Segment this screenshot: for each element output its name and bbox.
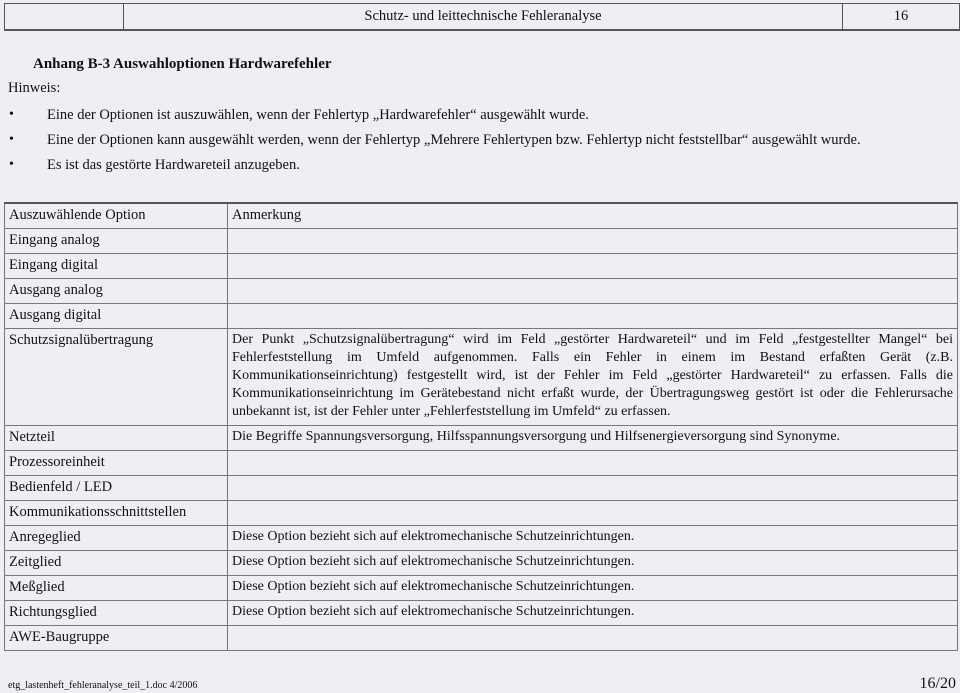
- table-row: [5, 601, 958, 626]
- header-blank-cell: [5, 4, 124, 29]
- table-row: [5, 304, 958, 329]
- option-cell: Schutzsignalübertragung: [5, 329, 228, 426]
- table-row: [5, 476, 958, 501]
- table-row: [5, 576, 958, 601]
- remark-cell: [228, 451, 958, 476]
- bullet-list: [0, 104, 861, 179]
- option-cell: Anregeglied: [5, 526, 228, 551]
- bullet-item: • Eine der Optionen ist auszuwählen, wenn der Fehlertyp „Hardwarefehler“ ausgewählt wurde.: [0, 104, 861, 129]
- page-header: [4, 3, 960, 31]
- section-heading: Anhang B-3 Auswahloptionen Hardwarefehler: [33, 56, 332, 72]
- option-cell: Kommunikationsschnittstellen: [5, 501, 228, 526]
- option-cell: Ausgang digital: [5, 304, 228, 329]
- options-table: [4, 202, 958, 651]
- table-row: [5, 551, 958, 576]
- header-title: Schutz- und leittechnische Fehleranalyse: [124, 4, 843, 29]
- bullet-item: • Es ist das gestörte Hardwareteil anzugeben.: [0, 154, 861, 179]
- table-row: [5, 451, 958, 476]
- remark-cell: Diese Option bezieht sich auf elektromechanische Schutzeinrichtungen.: [228, 551, 958, 576]
- table-row: [5, 279, 958, 304]
- footer-filename: etg_lastenheft_fehleranalyse_teil_1.doc 4/2006: [8, 680, 198, 691]
- table-row: [5, 426, 958, 451]
- remark-cell: [228, 229, 958, 254]
- option-cell: Eingang analog: [5, 229, 228, 254]
- header-chapter: 16: [893, 8, 909, 24]
- option-cell: Netzteil: [5, 426, 228, 451]
- table-row: [5, 229, 958, 254]
- option-cell: Eingang digital: [5, 254, 228, 279]
- remark-cell: [228, 501, 958, 526]
- option-cell: Prozessoreinheit: [5, 451, 228, 476]
- table-row: [5, 329, 958, 426]
- option-cell: Ausgang analog: [5, 279, 228, 304]
- remark-cell: [228, 304, 958, 329]
- remark-cell: Der Punkt „Schutzsignalübertragung“ wird im Feld „gestörter Hardwareteil“ und im Feld „festgestellter Mangel“ bei Fehlerfeststellung im Umfeld aufgenommen. Falls ein Fehler in einem im Bestand erfaßten Gerät (z.B. Kommunikationseinrichtung) festgestellt wird, ist der Fehler im Feld „gestörter Hardwareteil“ zu erfassen. Falls die Kommunikationseinrichtung im Gerätebestand nicht erfaßt wurde, der Übertragungsweg gestört ist oder die Fehlerursache unbekannt ist, ist der Fehler unter „Fehlerfeststellung im Umfeld“ zu erfassen.: [228, 329, 958, 426]
- remark-cell: Diese Option bezieht sich auf elektromechanische Schutzeinrichtungen.: [228, 576, 958, 601]
- table-row: [5, 254, 958, 279]
- table-row: [5, 501, 958, 526]
- remark-cell: [228, 279, 958, 304]
- option-cell: Richtungsglied: [5, 601, 228, 626]
- table-row: [5, 526, 958, 551]
- option-cell: Bedienfeld / LED: [5, 476, 228, 501]
- table-header-row: [5, 203, 958, 229]
- bullet-item: • Eine der Optionen kann ausgewählt werden, wenn der Fehlertyp „Mehrere Fehlertypen bzw. Fehlertyp nicht feststellbar“ ausgewählt wurde.: [0, 129, 861, 154]
- option-cell: Meßglied: [5, 576, 228, 601]
- remark-cell: Diese Option bezieht sich auf elektromechanische Schutzeinrichtungen.: [228, 526, 958, 551]
- remark-cell: [228, 476, 958, 501]
- option-cell: Zeitglied: [5, 551, 228, 576]
- hinweis-label: Hinweis:: [8, 80, 61, 96]
- column-header: Auszuwählende Option: [5, 203, 228, 229]
- option-cell: AWE-Baugruppe: [5, 626, 228, 651]
- remark-cell: Diese Option bezieht sich auf elektromechanische Schutzeinrichtungen.: [228, 601, 958, 626]
- remark-cell: Die Begriffe Spannungsversorgung, Hilfsspannungsversorgung und Hilfsenergieversorgung sind Synonyme.: [228, 426, 958, 451]
- table-row: [5, 626, 958, 651]
- remark-cell: [228, 626, 958, 651]
- remark-cell: [228, 254, 958, 279]
- column-header: Anmerkung: [228, 203, 958, 229]
- footer-page-number: 16/20: [919, 675, 956, 692]
